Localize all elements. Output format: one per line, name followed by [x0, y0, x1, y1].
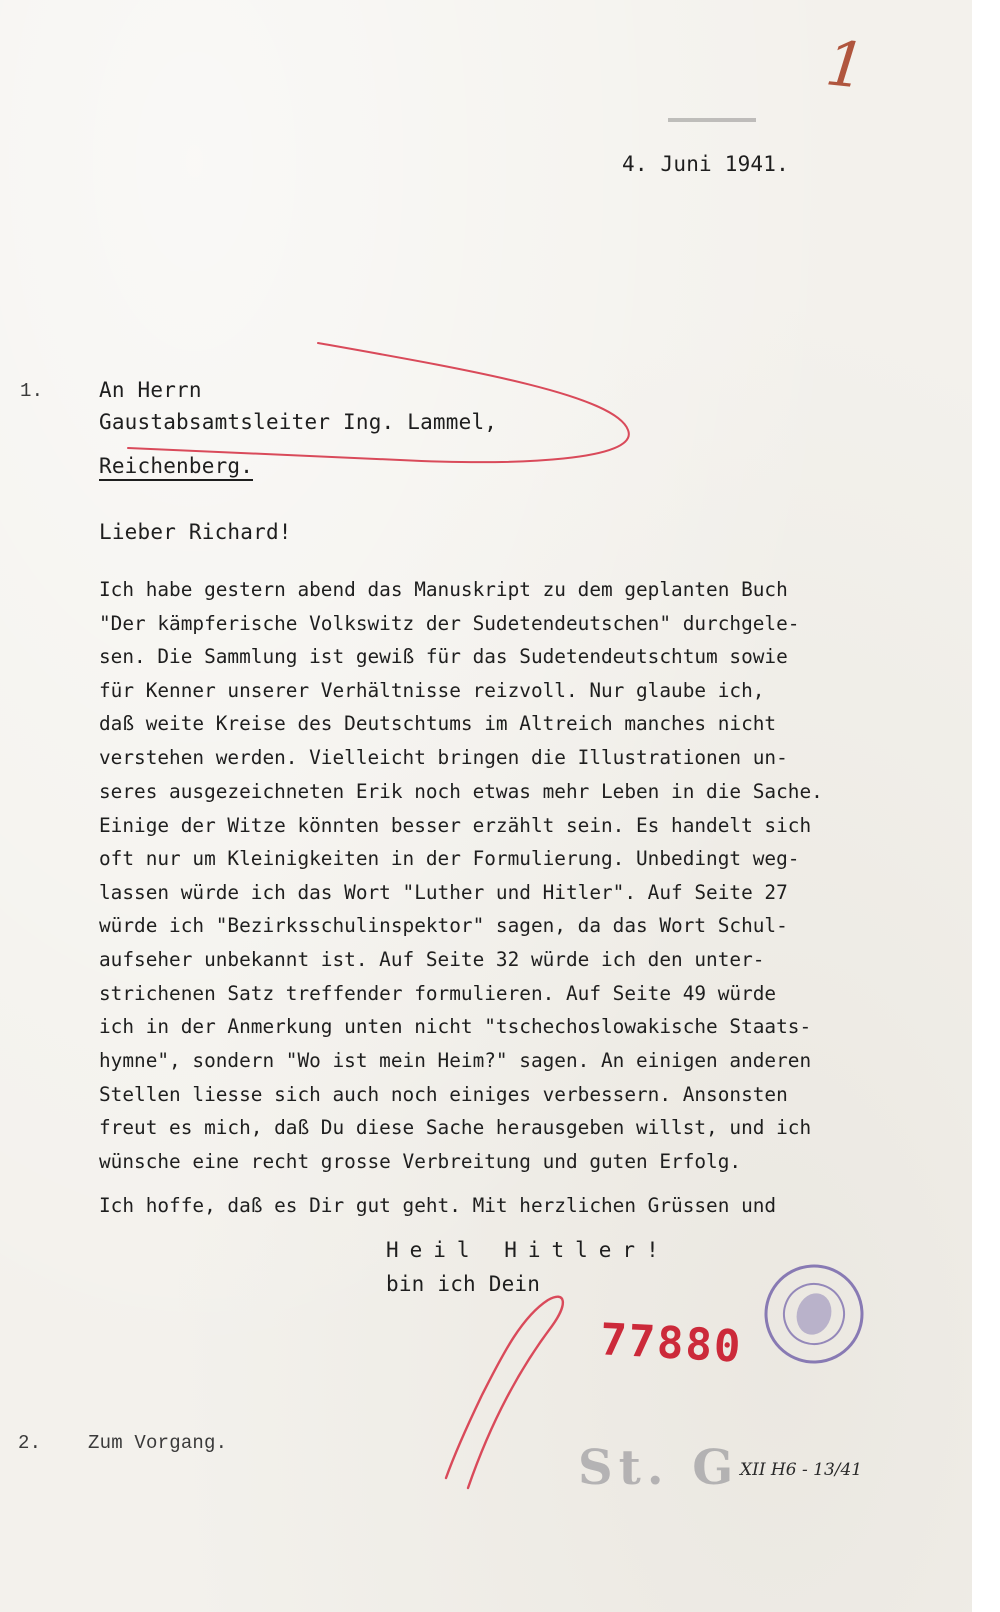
body-line: Ich habe gestern abend das Manuskript zu dem geplanten Buch: [99, 578, 788, 601]
handwritten-page-number: 1: [822, 26, 870, 103]
scan-background: [972, 0, 1000, 1612]
closing-salute: Heil Hitler!: [386, 1238, 670, 1262]
sign-off: bin ich Dein: [386, 1272, 541, 1296]
item-2-marker: 2.: [18, 1432, 42, 1454]
body-line: "Der kämpferische Volkswitz der Sudetendeutschen" durchgele-: [99, 612, 800, 635]
body-line: ich in der Anmerkung unten nicht "tschechoslowakische Staats-: [99, 1015, 812, 1038]
faded-stamp-impression: St. G: [578, 1440, 740, 1496]
archive-reference: XII H6 - 13/41: [740, 1460, 863, 1480]
body-line: Stellen liesse sich auch noch einiges verbessern. Ansonsten: [99, 1083, 788, 1106]
red-pencil-initial: [446, 1297, 563, 1488]
body-line: freut es mich, daß Du diese Sache herausgeben willst, und ich: [99, 1116, 812, 1139]
red-pencil-loop: [128, 343, 629, 462]
body-line: seres ausgezeichneten Erik noch etwas mehr Leben in die Sache.: [99, 780, 823, 803]
address-line-2: Gaustabsamtsleiter Ing. Lammel,: [99, 410, 498, 434]
salutation: Lieber Richard!: [99, 520, 292, 544]
body-line: wünsche eine recht grosse Verbreitung und guten Erfolg.: [99, 1150, 742, 1173]
body-line: Einige der Witze könnten besser erzählt sein. Es handelt sich: [99, 814, 812, 837]
body-line: oft nur um Kleinigkeiten in der Formulierung. Unbedingt weg-: [99, 847, 800, 870]
body-line: verstehen werden. Vielleicht bringen die Illustrationen un-: [99, 746, 788, 769]
address-line-3: Reichenberg.: [99, 454, 253, 481]
ministry-seal: [754, 1254, 875, 1375]
body-line: aufseher unbekannt ist. Auf Seite 32 würde ich den unter-: [99, 948, 765, 971]
body-line: lassen würde ich das Wort "Luther und Hitler". Auf Seite 27: [99, 881, 788, 904]
body-line: sen. Die Sammlung ist gewiß für das Sudetendeutschtum sowie: [99, 645, 788, 668]
item-2-text: Zum Vorgang.: [88, 1432, 228, 1454]
body-line: daß weite Kreise des Deutschtums im Altreich manches nicht: [99, 712, 777, 735]
closing-line: Ich hoffe, daß es Dir gut geht. Mit herzlichen Grüssen und: [99, 1194, 777, 1217]
body-line: hymne", sondern "Wo ist mein Heim?" sagen. An einigen anderen: [99, 1049, 812, 1072]
item-1-marker: 1.: [20, 380, 44, 402]
address-line-1: An Herrn: [99, 378, 202, 402]
red-stamp-number: 77880: [598, 1314, 744, 1373]
letter-date: 4. Juni 1941.: [622, 152, 789, 176]
body-line: für Kenner unserer Verhältnisse reizvoll. Nur glaube ich,: [99, 679, 765, 702]
body-line: würde ich "Bezirksschulinspektor" sagen, da das Wort Schul-: [99, 914, 788, 937]
body-line: strichenen Satz treffender formulieren. Auf Seite 49 würde: [99, 982, 777, 1005]
